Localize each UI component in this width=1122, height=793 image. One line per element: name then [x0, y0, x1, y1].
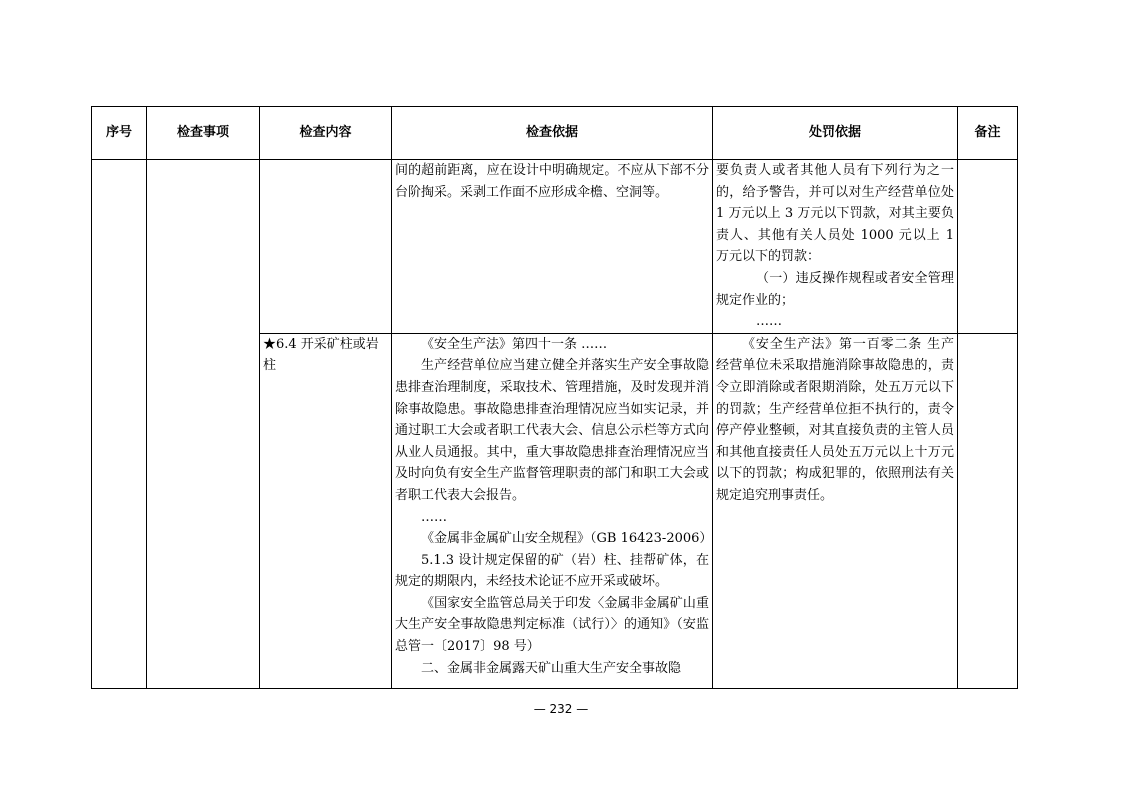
header-basis: 检查依据 — [392, 107, 713, 160]
content-text: ★6.4 开采矿柱或岩柱 — [263, 336, 379, 374]
penalty-paragraph: 《安全生产法》第一百零二条 生产经营单位未采取措施消除事故隐患的，责令立即消除或者限期消除，处五万元以下的罚款；生产经营单位拒不执行的，责令停产停业整顿，对其直接负责的主管人员和其他直接责任人员处五万元以上十万元以下的罚款；构成犯罪的，依照刑法有关规定追究刑事责任。 — [716, 336, 954, 503]
basis-paragraph: 《安全生产法》第四十一条 …… — [421, 336, 608, 352]
cell-serial — [92, 160, 147, 689]
header-serial: 序号 — [92, 107, 147, 160]
basis-paragraph: …… — [421, 509, 447, 525]
basis-paragraph: 生产经营单位应当建立健全并落实生产安全事故隐患排查治理制度，采取技术、管理措施，及时发现并消除事故隐患。事故隐患排查治理情况应当如实记录，并通过职工大会或者职工代表大会、信息公示栏等方式向从业人员通报。其中，重大事故隐患排查治理情况应当及时向负有安全生产监督管理职责的部门和职工大会或者职工代表大会报告。 — [395, 358, 709, 503]
basis-paragraph: 5.1.3 设计规定保留的矿（岩）柱、挂帮矿体，在规定的期限内，未经技术论证不应开采或破坏。 — [395, 552, 709, 590]
table-row — [92, 160, 1018, 334]
penalty-paragraph: 要负责人或者其他人员有下列行为之一的，给予警告，并可以对生产经营单位处 1 万元以上 3 万元以下罚款，对其主要负责人、其他有关人员处 1000 元以上 1 万元以下的罚款： — [716, 163, 954, 265]
basis-paragraph: 《金属非金属矿山安全规程》（GB 16423-2006） — [421, 531, 713, 547]
cell-remarks — [958, 160, 1018, 334]
header-penalty: 处罚依据 — [713, 107, 958, 160]
cell-penalty — [713, 160, 958, 334]
cell-penalty — [713, 333, 958, 688]
basis-paragraph: 《国家安全监管总局关于印发〈金属非金属矿山重大生产安全事故隐患判定标准（试行）〉的通知》（安监总管一〔2017〕98 号） — [395, 595, 709, 655]
basis-paragraph: 间的超前距离，应在设计中明确规定。不应从下部不分台阶掏采。采剥工作面不应形成伞檐、空洞等。 — [395, 163, 709, 200]
cell-content — [260, 160, 392, 334]
cell-content — [260, 333, 392, 688]
header-remarks: 备注 — [958, 107, 1018, 160]
penalty-paragraph: （一）违反操作规程或者安全管理规定作业的； — [716, 270, 954, 308]
header-content: 检查内容 — [260, 107, 392, 160]
cell-basis — [392, 160, 713, 334]
penalty-paragraph: …… — [756, 314, 782, 330]
header-item: 检查事项 — [147, 107, 260, 160]
cell-item — [147, 160, 260, 689]
cell-remarks — [958, 333, 1018, 688]
cell-basis — [392, 333, 713, 688]
table-header-row — [92, 107, 1018, 160]
inspection-table — [91, 106, 1018, 689]
page-number: — 232 — — [533, 702, 589, 716]
basis-paragraph: 二、金属非金属露天矿山重大生产安全事故隐 — [421, 660, 682, 676]
